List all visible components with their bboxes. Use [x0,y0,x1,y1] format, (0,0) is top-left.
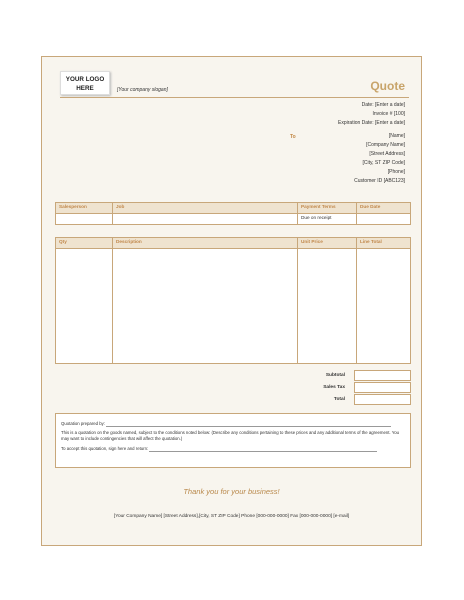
accept-label: To accept this quotation, sign here and return: [61,446,149,451]
header-payment-terms: Payment Terms [298,203,357,214]
description-cell[interactable] [113,249,298,364]
company-slogan: [Your company slogan] [117,87,168,93]
recipient-city: [City, ST ZIP Code] [362,160,405,166]
company-footer: [Your Company Name] [Street Address],[City, ST ZIP Code] Phone [000-000-0000] Fax [000-000-0000] [e-mail] [113,514,350,519]
total-value[interactable] [354,394,411,405]
header-description: Description [113,238,298,249]
recipient-phone: [Phone] [387,169,405,175]
qty-cell[interactable] [56,249,113,364]
accept-row [61,445,405,452]
customer-id: Customer ID [ABC123] [354,178,405,184]
subtotal-row [288,370,411,382]
header-divider [60,97,409,98]
header-qty: Qty [56,238,113,249]
recipient-street: [Street Address] [369,151,405,157]
payment-terms-cell[interactable]: Due on receipt [298,214,357,225]
invoice-number: Invoice # [100] [372,111,405,117]
items-table [55,237,411,364]
quote-date: Date: [Enter a date] [361,102,405,108]
header-job: Job [113,203,298,214]
subtotal-label: Subtotal [325,373,345,378]
logo-line-2: HERE [76,85,94,92]
unit-price-cell[interactable] [298,249,357,364]
document-title: Quote [370,79,405,93]
quote-document [41,56,422,546]
subtotal-value[interactable] [354,370,411,381]
logo-line-1: YOUR LOGO [65,76,105,83]
recipient-block [354,132,405,186]
total-row [288,394,411,406]
header-salesperson: Salesperson [56,203,113,214]
salesperson-cell[interactable] [56,214,113,225]
due-date-cell[interactable] [357,214,411,225]
sales-tax-label: Sales Tax [323,385,345,390]
prepared-by-row [61,420,405,427]
prepared-by-label: Quotation prepared by: [61,421,105,426]
expiration-date: Expiration Date: [Enter a date] [338,120,405,126]
header-unit-price: Unit Price [298,238,357,249]
sales-tax-row [288,382,411,394]
quote-meta [338,101,405,128]
conditions-text: This is a quotation on the goods named, subject to the conditions noted below: (Describe any conditions pertaining to these prices and any additional terms of the agreement. You may want to include contingencies that will affect the quotation.) [61,430,399,441]
recipient-company: [Company Name] [366,142,405,148]
header-line-total: Line Total [357,238,411,249]
thank-you-message: Thank you for your business! [183,487,280,496]
to-label: To [290,134,296,140]
totals-block [288,370,411,406]
job-cell[interactable] [113,214,298,225]
sales-tax-value[interactable] [354,382,411,393]
company-logo [60,71,110,95]
prepared-by-line[interactable] [106,420,391,427]
header-due-date: Due Date [357,203,411,214]
notes-box [55,413,411,468]
job-table [55,202,411,225]
total-label: Total [333,397,345,402]
line-total-cell[interactable] [357,249,411,364]
signature-line[interactable] [149,445,377,452]
recipient-name: [Name] [388,133,405,139]
